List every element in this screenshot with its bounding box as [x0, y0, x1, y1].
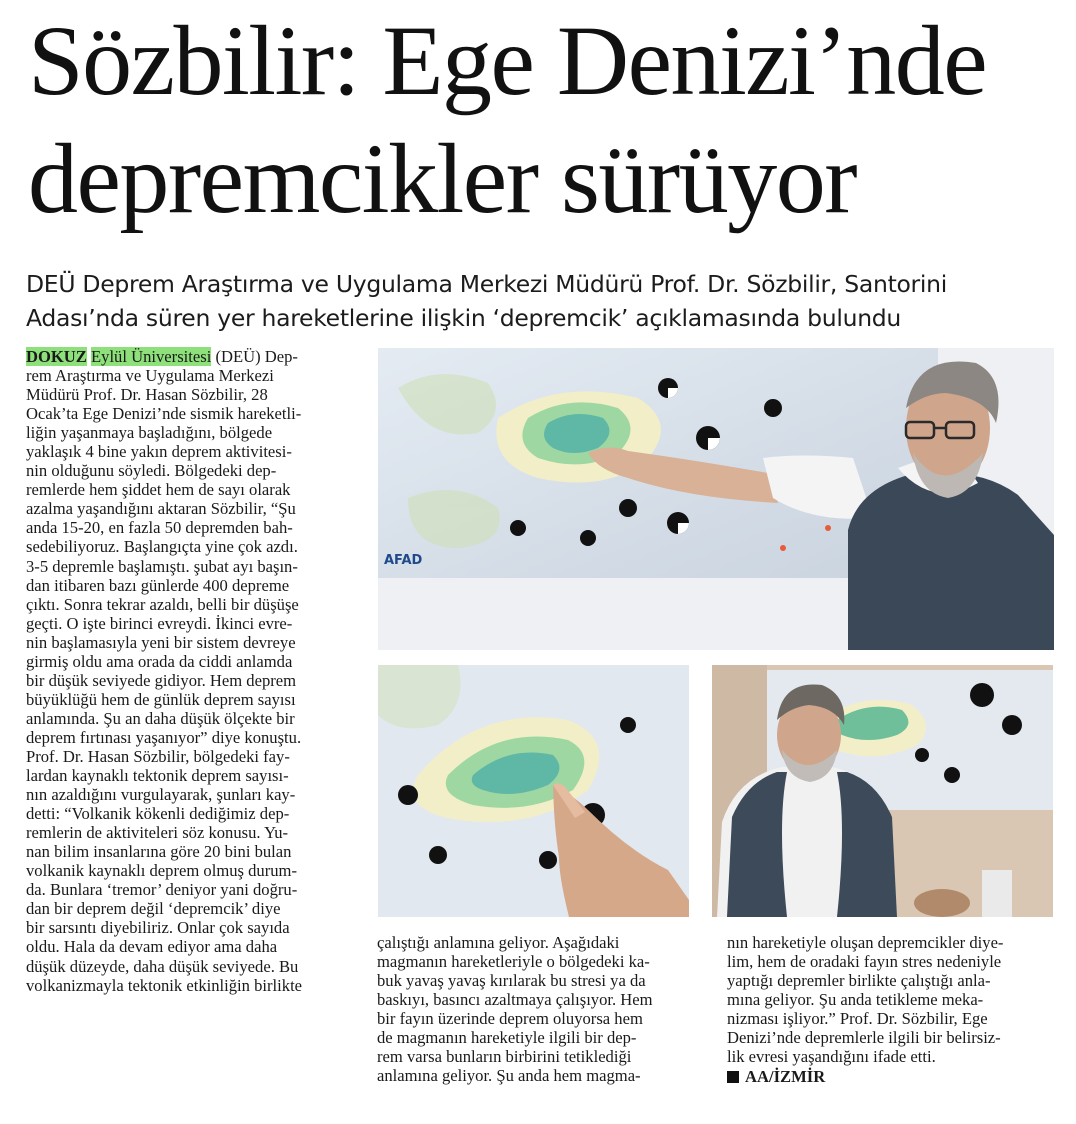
article-line: anlamında. Şu an daha düşük ölçekte bir	[26, 708, 295, 728]
afad-logo-text: AFAD	[384, 553, 423, 568]
article-line: detti: “Volkanik kökenli dediğimiz dep-	[26, 804, 290, 824]
headline	[28, 2, 1068, 238]
article-line: rem Araştırma ve Uygulama Merkezi	[26, 366, 274, 386]
article-line: volkanik kaynaklı deprem olmuş durum-	[26, 861, 297, 881]
article-line: nin olduğunu söyledi. Bölgedeki dep-	[26, 461, 277, 481]
article-line: Denizi’nde depremlerle ilgili bir belirsiz-	[727, 1028, 1001, 1048]
article-line: remlerde hem şiddet hem de sayı olarak	[26, 480, 291, 500]
article-line: nizması işliyor.” Prof. Dr. Sözbilir, Ege	[727, 1009, 988, 1029]
article-line: dan itibaren bazı günlerde 400 depreme	[26, 575, 290, 595]
article-line: liğin yaşanmaya başladığını, bölgede	[26, 423, 273, 443]
article-line: dan bir deprem değil ‘depremcik’ diye	[26, 899, 281, 919]
article-line: bir sarsıntı diyebiliriz. Onlar çok sayıda	[26, 918, 290, 938]
article-line: Prof. Dr. Hasan Sözbilir, bölgedeki fay-	[26, 746, 290, 766]
article-line: çıktı. Sonra tekrar azaldı, belli bir düşüşe	[26, 594, 299, 614]
article-line: girmiş oldu ama orada da ciddi anlamda	[26, 651, 293, 671]
article-lead-line	[26, 347, 366, 366]
spot-subheading	[26, 267, 1071, 335]
article-line: rem varsa bunların birbirini tetiklediği	[377, 1047, 632, 1067]
article-line: nin başlamasıyla yeni bir sistem devreye	[26, 632, 296, 652]
article-line: bir fayın üzerinde deprem oluyorsa hem	[377, 1009, 643, 1029]
article-line: de magmanın hareketiyle ilgili bir dep-	[377, 1028, 637, 1048]
headline-line-1: Sözbilir: Ege Denizi’nde	[28, 5, 987, 116]
article-line: nın hareketiyle oluşan depremcikler diye-	[727, 933, 1004, 952]
lead-highlight: Eylül Üniversitesi	[91, 347, 212, 366]
article-line: magmanın hareketleriyle o bölgedeki ka-	[377, 952, 650, 972]
byline-square-icon	[727, 1071, 739, 1083]
byline	[727, 1067, 1067, 1086]
article-column-1	[26, 347, 366, 995]
headline-line-2: depremcikler sürüyor	[28, 123, 857, 234]
article-line: lardan kaynaklı tektonik deprem sayısı-	[26, 766, 289, 786]
article-line: yaptığı depremler birlikte çalıştığı anla-	[727, 971, 991, 991]
article-line: remlerin de aktiviteleri söz konusu. Yu-	[26, 823, 289, 843]
photo-closeup	[378, 665, 689, 917]
article-line: Müdürü Prof. Dr. Hasan Sözbilir, 28	[26, 385, 268, 405]
photo-main-image	[378, 348, 1054, 650]
article-line: mına geliyor. Şu anda tetikleme meka-	[727, 990, 984, 1010]
article-line: baskıyı, basıncı azaltmaya çalışıyor. Hem	[377, 990, 653, 1010]
photo-closeup-image	[378, 665, 689, 917]
article-line: buk yavaş yavaş kırılarak bu stresi ya da	[377, 971, 646, 991]
photo-main	[378, 348, 1054, 650]
article-line: anlamına geliyor. Şu anda hem magma-	[377, 1066, 641, 1086]
article-line: Ocak’ta Ege Denizi’nde sismik hareketli-	[26, 404, 302, 424]
article-line: bir düşük seviyede gidiyor. Hem deprem	[26, 670, 297, 690]
article-line: düşük düzeyde, daha düşük seviyede. Bu	[26, 956, 299, 976]
lead-rest: (DEÜ) Dep-	[211, 347, 298, 366]
article-line: lik evresi yaşandığını ifade etti.	[727, 1047, 936, 1067]
article-line: geçti. O işte birinci evreydi. İkinci evre-	[26, 613, 293, 633]
article-line: deprem fırtınası yaşanıyor” diye konuştu.	[26, 727, 302, 747]
article-line: volkanizmayla tektonik etkinliğin birlikte	[26, 975, 303, 995]
photo-portrait-image	[712, 665, 1053, 917]
article-line: nın azaldığını vurgulayarak, şunları kay-	[26, 785, 296, 805]
article-column-2	[377, 933, 699, 1085]
article-column-3	[727, 933, 1067, 1086]
lead-word: DOKUZ	[26, 347, 87, 366]
spot-line-2: Adası’nda süren yer hareketlerine ilişkin ‘depremcik’ açıklamasında bulundu	[26, 304, 902, 332]
photo-portrait	[712, 665, 1053, 917]
article-line: büyüklüğü hem de günlük deprem sayısı	[26, 689, 296, 709]
article-line: lim, hem de oradaki fayın stres nedeniyle	[727, 952, 1002, 972]
article-line: oldu. Hala da devam ediyor ama daha	[26, 937, 278, 957]
article-line: yaklaşık 4 bine yakın deprem aktivitesi-	[26, 442, 292, 462]
article-line: sedebiliyoruz. Başlangıçta yine çok azdı.	[26, 537, 298, 557]
article-line: çalıştığı anlamına geliyor. Aşağıdaki	[377, 933, 620, 952]
byline-text: AA/İZMİR	[745, 1067, 826, 1087]
article-line: nan bilim insanlarına göre 20 bini bulan	[26, 842, 292, 862]
article-line: 3-5 depremle başlamıştı. şubat ayı başın-	[26, 556, 298, 576]
article-line: anda 15-20, en fazla 50 depremden bah-	[26, 518, 293, 538]
article-line: azalma yaşandığını aktaran Sözbilir, “Şu	[26, 499, 296, 519]
article-line: da. Bunlara ‘tremor’ deniyor yani doğru-	[26, 880, 298, 900]
spot-line-1: DEÜ Deprem Araştırma ve Uygulama Merkezi Müdürü Prof. Dr. Sözbilir, Santorini	[26, 270, 947, 298]
